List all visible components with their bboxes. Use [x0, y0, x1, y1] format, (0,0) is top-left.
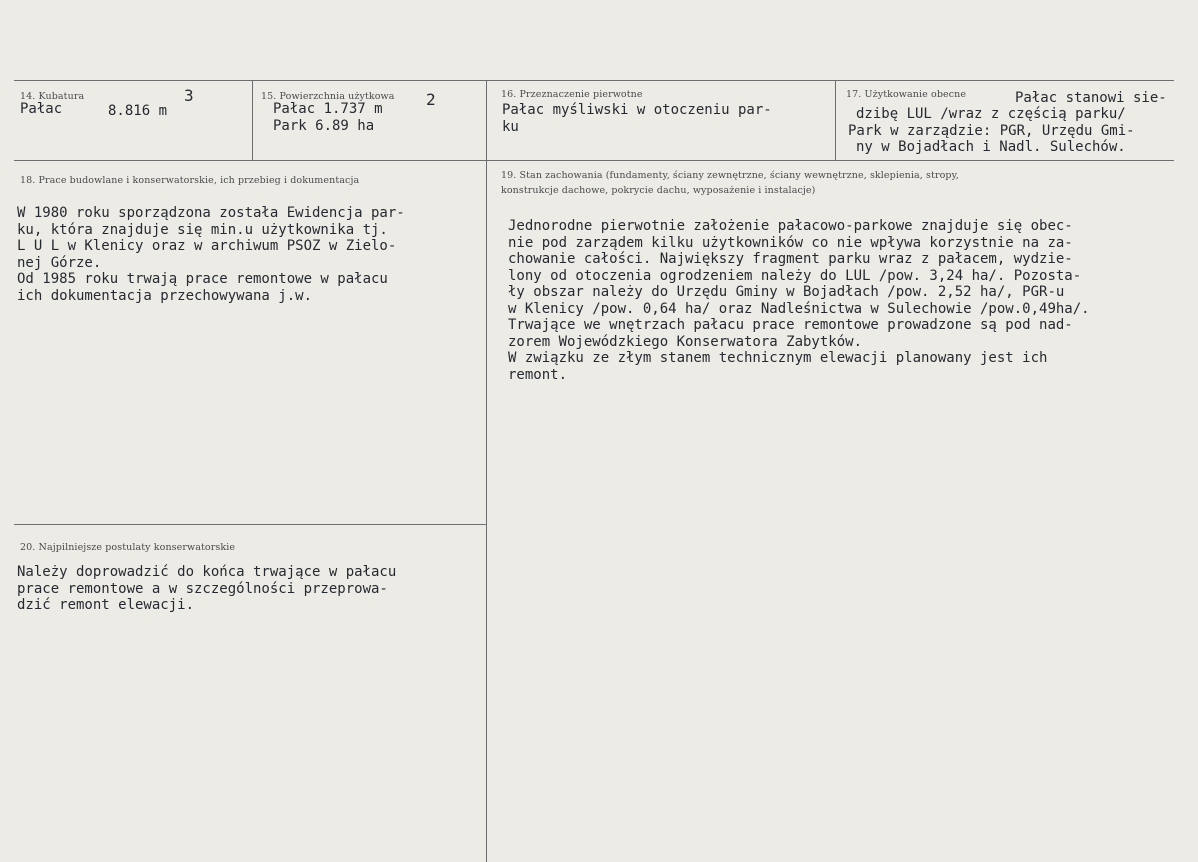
field-18-line: nej Górze.	[17, 254, 102, 271]
field-17-text	[848, 106, 1135, 156]
top-rule	[14, 80, 1174, 81]
field-19-line: nie pod zarządem kilku użytkowników co nie wpływa korzystnie na za-	[508, 234, 1073, 251]
field-15-text	[273, 101, 383, 134]
field-20-line: Należy doprowadzić do końca trwające w pałacu	[17, 564, 397, 580]
field-18-line: W 1980 roku sporządzona została Ewidencja par-	[17, 205, 405, 221]
field-14-label: 14. Kubatura	[20, 91, 85, 102]
field-15-label: 15. Powierzchnia użytkowa	[261, 91, 395, 102]
field-19-label: 19. Stan zachowania (fundamenty, ściany zewnętrzne, ściany wewnętrzne, sklepienia, stropy,	[501, 170, 959, 181]
left-mid-rule	[14, 524, 486, 525]
field-14-name: Pałac	[20, 101, 63, 117]
field-16-line: ku	[502, 118, 519, 135]
field-19-line: W związku ze złym stanem technicznym elewacji planowany jest ich	[508, 350, 1048, 366]
field-18-line: ku, która znajduje się min.u użytkownika tj.	[17, 221, 388, 238]
field-17-line: Park w zarządzie: PGR, Urzędu Gmi-	[848, 122, 1135, 139]
field-20-line: prace remontowe a w szczególności przeprowa-	[17, 580, 388, 597]
field-19-line: ły obszar należy do Urzędu Gminy w Bojadłach /pow. 2,52 ha/, PGR-u	[508, 284, 1065, 300]
field-15-line: Pałac 1.737 m	[273, 101, 383, 117]
field-20-label: 20. Najpilniejsze postulaty konserwatorskie	[20, 542, 236, 553]
field-19-text	[508, 218, 1090, 383]
field-19-line: lony od otoczenia ogrodzeniem należy do LUL /pow. 3,24 ha/. Pozosta-	[508, 267, 1082, 284]
field-14-value: 8.816 m	[108, 103, 168, 119]
field-16-label: 16. Przeznaczenie pierwotne	[501, 89, 643, 100]
divider-15-16	[486, 80, 487, 862]
divider-14-15	[252, 80, 253, 160]
field-19-line: chowanie całości. Największy fragment parku wraz z pałacem, wydzie-	[508, 251, 1073, 267]
field-14-sup: 3	[184, 86, 194, 105]
field-17-first-line: Pałac stanowi sie-	[1015, 90, 1167, 106]
field-15-sup: 2	[426, 90, 436, 109]
field-17-label: 17. Użytkowanie obecne	[846, 89, 967, 100]
field-18-text	[17, 205, 405, 304]
field-18-label: 18. Prace budowlane i konserwatorskie, ich przebieg i dokumentacja	[20, 175, 360, 186]
field-19-line: w Klenicy /pow. 0,64 ha/ oraz Nadleśnictwa w Sulechowie /pow.0,49ha/.	[508, 300, 1090, 317]
field-15-line: Park 6.89 ha	[273, 117, 375, 134]
field-16-text	[502, 102, 772, 135]
field-17-line: dzibę LUL /wraz z częścią parku/	[856, 106, 1126, 122]
field-16-line: Pałac myśliwski w otoczeniu par-	[502, 102, 772, 118]
field-18-line: Od 1985 roku trwają prace remontowe w pałacu	[17, 271, 388, 287]
header-bottom-rule	[14, 160, 1174, 161]
field-19-line: Trwające we wnętrzach pałacu prace remontowe prowadzone są pod nad-	[508, 317, 1073, 333]
field-19-line: Jednorodne pierwotnie założenie pałacowo-parkowe znajduje się obec-	[508, 218, 1073, 234]
field-20-text	[17, 564, 396, 614]
field-19-line: zorem Wojewódzkiego Konserwatora Zabytków.	[508, 333, 863, 350]
divider-16-17	[835, 80, 836, 160]
field-19-label-cont: konstrukcje dachowe, pokrycie dachu, wyposażenie i instalacje)	[501, 185, 816, 196]
field-19-line: remont.	[508, 366, 568, 383]
field-17-line: ny w Bojadłach i Nadl. Sulechów.	[856, 139, 1126, 155]
field-18-line: L U L w Klenicy oraz w archiwum PSOZ w Zielo-	[17, 238, 397, 254]
field-20-line: dzić remont elewacji.	[17, 597, 195, 613]
field-18-line: ich dokumentacja przechowywana j.w.	[17, 287, 313, 304]
